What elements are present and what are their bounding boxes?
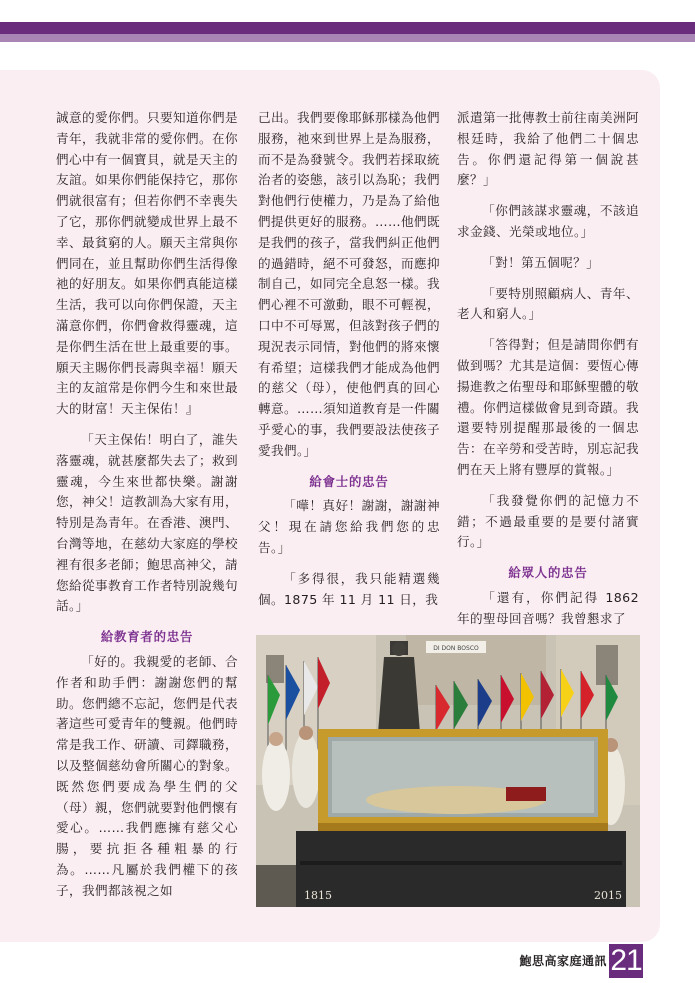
col2-paragraph-3: 「多得很，我只能精選幾個。1875 年 11 月 11 日，我 <box>258 570 440 607</box>
col2-paragraph-1: 己出。我們要像耶穌那樣為他們服務，祂來到世界上是為服務，而不是為發號令。我們若採取統治者的姿態，該引以為恥；我們對他們行使權力，乃是為了給他們提供更好的服務。……他們既是我們的孩子，當我們糾正他們的過錯時，絕不可發怒，而應抑制自己，如同完全息怒一樣。我們心裡不可激動，眼不可輕視，口中不可辱罵，但該對孩子們的現況表示同情，對他們的將來懷有希望；這樣我們才能成為他們的慈父（母），使他們真的回心轉意。……須知道教育是一件關乎愛心的事，我們要設法使孩子愛我們。」 <box>258 110 440 458</box>
col3-paragraph-4: 「要特別照顧病人、青年、老人和窮人。」 <box>457 285 639 322</box>
col1-paragraph-2: 「天主保佑！明白了，誰失落靈魂，就甚麼都失去了；救到靈魂，今生來世都快樂。謝謝您，神父！這教訓為大家有用，特別是為青年。在香港、澳門、台灣等地，在慈幼大家庭的學校裡有很多老師；鮑思高神父，請您給從事教育工作者特別說幾句話。」 <box>56 431 238 614</box>
photo-year-left: 1815 <box>304 889 332 902</box>
col1-heading: 給教育者的忠告 <box>100 629 194 645</box>
publication-title: 鮑思高家庭通訊 <box>519 954 607 968</box>
col3-paragraph-2: 「你們該謀求靈魂，不該追求金錢、光榮或地位。」 <box>457 203 639 239</box>
page-number: 21 <box>610 944 642 977</box>
photo-year-right: 2015 <box>594 889 622 902</box>
col2-paragraph-2: 「嘩！真好！謝謝，謝謝神父！現在請您給我們您的忠告。」 <box>258 498 440 555</box>
photo-sign-text: DI DON BOSCO <box>433 645 479 652</box>
header-stripe-light <box>0 34 695 42</box>
article-column-1 <box>56 108 238 901</box>
col3-paragraph-1: 派遣第一批傳教士前往南美洲阿根廷時，我給了他們二十個忠告。你們還記得第一個說甚麼？」 <box>457 110 639 188</box>
article-column-2 <box>258 108 440 610</box>
col3-paragraph-3: 「對！第五個呢？」 <box>482 254 600 270</box>
col1-paragraph-1: 誠意的愛你們。只要知道你們是青年，我就非常的愛你們。在你們心中有一個寶貝，就是天主的友誼。如果你們能保持它，那你們就很富有；但若你們不幸喪失了它，那你們就變成世界上最不幸、最貧窮的人。願天主常與你們同在，並且幫助你們生活得像祂的好朋友。如果你們真能這樣生活，我可以向你們保證，天主滿意你們，你們會救得靈魂，這是你們生活在世上最重要的事。願天主賜你們長壽與幸福！願天主的友誼常是你們今生和來世最大的財富！天主保佑！』 <box>56 110 238 417</box>
article-column-3 <box>457 108 639 630</box>
col3-paragraph-5: 「答得對；但是請問你們有做到嗎？尤其是這個：要恆心傳揚進教之佑聖母和耶穌聖體的敬禮。你們這樣做會見到奇蹟。我還要特別提醒那最後的一個忠告：在辛勞和受苦時，別忘記我們在天上將有豐厚的賞報。」 <box>457 337 639 477</box>
col3-heading: 給眾人的忠告 <box>508 565 588 581</box>
header-stripe-dark <box>0 22 695 34</box>
reliquary <box>296 729 626 907</box>
reliquary-photo <box>256 635 640 907</box>
col1-paragraph-3: 「好的。我親愛的老師、合作者和助手們：謝謝您們的幫助。您們總不忘記，您們是代表著這些可愛青年的雙親。他們時常是我工作、研讀、司鐸職務，以及整個慈幼會所關心的對象。既然您們要成為學生們的父（母）親，您們就要對他們懷有愛心。……我們應擁有慈父心腸，要抗拒各種粗暴的行為。……凡屬於我們權下的孩子，我們都該視之如 <box>56 653 238 898</box>
col2-heading: 給會士的忠告 <box>309 473 389 489</box>
col3-paragraph-7: 「還有，你們記得 1862 年的聖母回音嗎？我曾懇求了 <box>457 589 639 626</box>
col3-paragraph-6: 「我發覺你們的記憶力不錯；不過最重要的是要付諸實行。」 <box>457 492 639 550</box>
header-band <box>0 0 695 46</box>
